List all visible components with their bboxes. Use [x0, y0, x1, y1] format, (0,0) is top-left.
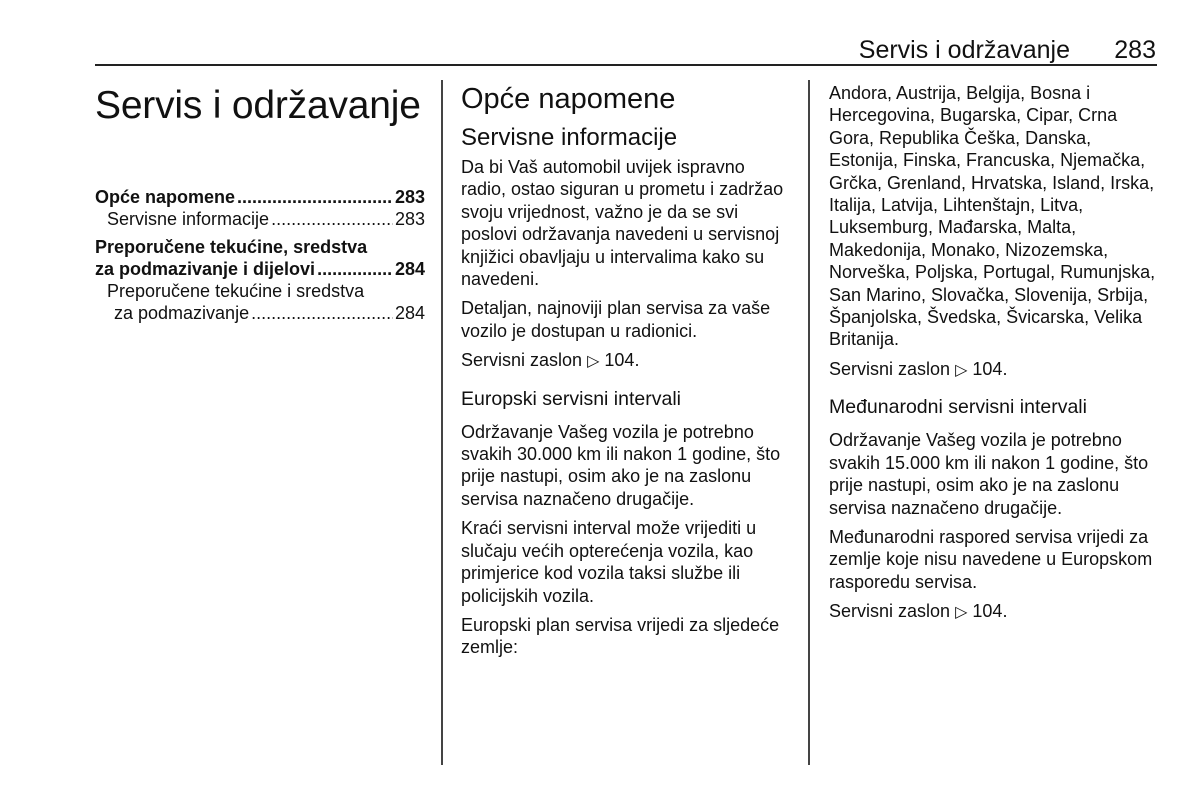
toc-item-label: Servisne informacije [107, 209, 270, 229]
toc-leader-dots [237, 186, 393, 208]
paragraph: Da bi Vaš automobil uvijek ispravno radio, ostao siguran u prometu i zadržao svoju vrijednost, važno je da se svi poslovi održavanja navedeni u servisnoj knjižici obavljaju u intervalima kako su navedeni. [461, 157, 784, 290]
countries-list: Andora, Austrija, Belgija, Bosna i Hercegovina, Bugarska, Cipar, Crna Gora, Republika Češka, Danska, Estonija, Finska, Francuska, Njemačka, Grčka, Grenland, Hrvatska, Island, Irska, Italija, Latvija, Lihtenštajn, Litva, Luksemburg, Mađarska, Malta, Makedonija, Monako, Nizozemska, Norveška, Poljska, Portugal, Rumunjska, San Marino, Slovačka, Slovenija, Srbija, Španjolska, Švedska, Švicarska, Velika Britanija. [829, 83, 1156, 350]
column-general-notes [461, 80, 794, 666]
toc-item-page: 284 [394, 259, 425, 279]
page-number: 283 [1114, 36, 1156, 64]
header-rule [95, 64, 1157, 66]
reference-label: Servisni zaslon [461, 350, 583, 371]
cross-reference[interactable] [461, 349, 794, 373]
toc-item-servisne-informacije[interactable] [95, 208, 425, 230]
column-countries [829, 80, 1159, 632]
toc-item-label-line1: Preporučene tekućine, sredstva [95, 237, 368, 257]
cross-reference[interactable] [829, 600, 1159, 624]
toc-item-page: 283 [394, 209, 425, 229]
toc-leader-dots [251, 302, 393, 324]
paragraph: Europski plan servisa vrijedi za sljedeće zemlje: [461, 614, 780, 658]
arrow-right-outline-icon: ▷ [587, 353, 600, 371]
reference-label: Servisni zaslon [829, 601, 951, 622]
toc-item-opce-napomene[interactable] [95, 186, 425, 208]
subsection-title: Servisne informacije [461, 124, 678, 151]
chapter-title: Servis i održavanje [95, 84, 421, 127]
heading-international-intervals: Međunarodni servisni intervali [829, 396, 1087, 419]
toc-item-page: 284 [394, 303, 425, 323]
toc-item-page: 283 [394, 187, 425, 207]
paragraph: Održavanje Vašeg vozila je potrebno svakih 15.000 km ili nakon 1 godine, što prije nastupi, osim ako je na zaslonu servisa naznačeno drugačije. [829, 430, 1149, 518]
arrow-right-outline-icon: ▷ [955, 604, 968, 622]
toc-item-label-line2: za podmazivanje i dijelovi [95, 259, 316, 279]
paragraph: Detaljan, najnoviji plan servisa za vaše vozilo je dostupan u radionici. [461, 298, 771, 341]
column-divider-1 [441, 80, 443, 765]
reference-page: 104. [972, 601, 1008, 622]
paragraph: Održavanje Vašeg vozila je potrebno svakih 30.000 km ili nakon 1 godine, što prije nastupi, osim ako je na zaslonu servisa naznačeno drugačije. [461, 421, 781, 509]
paragraph: Međunarodni raspored servisa vrijedi za zemlje koje nisu navedene u Europskom rasporedu servisa. [829, 526, 1153, 592]
column-divider-2 [808, 80, 810, 765]
section-title: Opće napomene [461, 83, 676, 115]
toc-item-label: Opće napomene [95, 187, 236, 207]
cross-reference[interactable] [829, 358, 1159, 382]
toc-leader-dots [271, 208, 393, 230]
reference-label: Servisni zaslon [829, 358, 951, 379]
table-of-contents [95, 186, 425, 324]
toc-item-label-line2: za podmazivanje [114, 303, 250, 323]
column-chapter-contents [95, 80, 425, 324]
header-title: Servis i održavanje [858, 36, 1070, 64]
arrow-right-outline-icon: ▷ [955, 361, 968, 379]
reference-page: 104. [972, 358, 1008, 379]
paragraph: Kraći servisni interval može vrijediti u slučaju većih opterećenja vozila, kao primjerice kod vozila taksi službe ili policijskih vozila. [461, 518, 757, 606]
toc-item-preporucene-tekucine-sredstva[interactable] [95, 280, 425, 324]
reference-page: 104. [604, 350, 640, 371]
heading-european-intervals: Europski servisni intervali [461, 387, 681, 410]
toc-item-label-line1: Preporučene tekućine i sredstva [107, 281, 365, 301]
toc-item-preporucene-tekucine[interactable] [95, 236, 425, 280]
toc-leader-dots [317, 258, 393, 280]
